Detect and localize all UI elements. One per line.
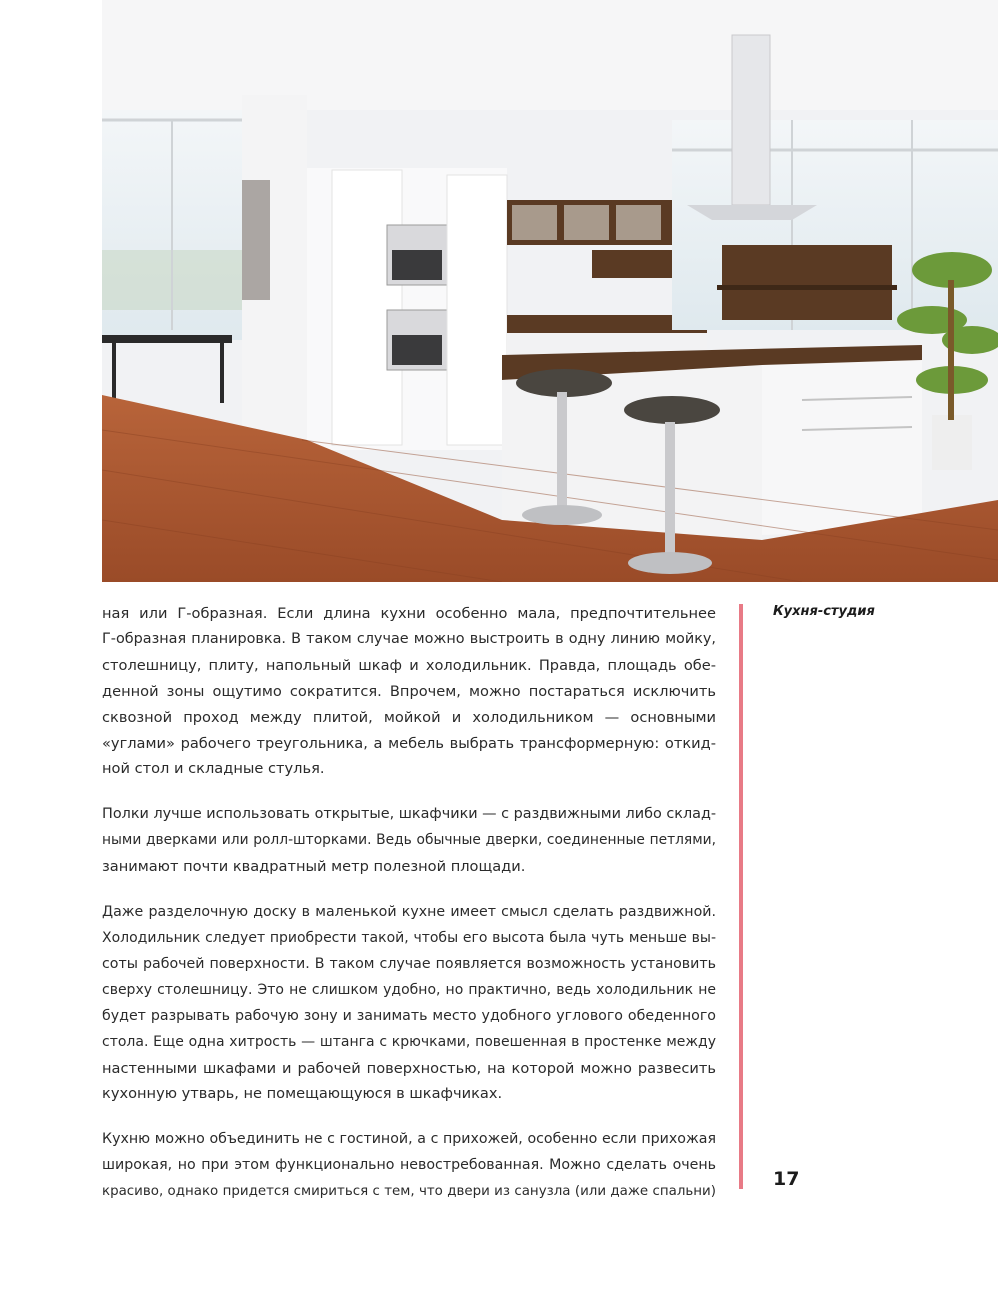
text-line: сверху столешницу. Это не слишком удобно, но практично, ведь холодильник не: [102, 981, 716, 998]
kitchen-photo: [102, 0, 998, 582]
text-line: Г-образная планировка. В таком случае можно выстроить в одну линию мойку,: [102, 630, 716, 647]
text-line: Холодильник следует приобрести такой, чтобы его высота была чуть меньше вы-: [102, 929, 716, 946]
paragraph-2: [102, 802, 716, 880]
text-line: Полки лучше использовать открытые, шкафчики — с раздвижными либо склад-: [102, 806, 717, 823]
page-number: 17: [773, 1168, 800, 1190]
text-line: Кухню можно объединить не с гостиной, а с прихожей, особенно если прихожая: [102, 1131, 716, 1148]
text-line: ными дверками или ролл-шторками. Ведь обычные дверки, соединенные петлями,: [102, 832, 716, 849]
text-line: стола. Еще одна хитрость — штанга с крючками, повешенная в простенке между: [102, 1033, 716, 1050]
text-line: соты рабочей поверхности. В таком случае появляется возможность установить: [102, 955, 716, 972]
text-line: «углами» рабочего треугольника, а мебель выбрать трансформерную: откид-: [102, 734, 716, 752]
text-line: столешницу, плиту, напольный шкаф и холодильник. Правда, площадь обе-: [102, 656, 716, 674]
text-line: кухонную утварь, не помещающуюся в шкафчиках.: [102, 1085, 503, 1103]
text-line: широкая, но при этом функционально невостребованная. Можно сделать очень: [102, 1157, 716, 1174]
text-line: денной зоны ощутимо сократится. Впрочем, можно постараться исключить: [102, 682, 716, 700]
text-line: занимают почти квадратный метр полезной площади.: [102, 858, 526, 876]
paragraph-3: [102, 900, 716, 1107]
text-line: Даже разделочную доску в маленькой кухне имеет смысл сделать раздвижной.: [102, 904, 716, 921]
text-line: ной стол и складные стулья.: [102, 760, 325, 778]
text-line: будет разрывать рабочую зону и занимать место удобного углового обеденного: [102, 1007, 716, 1024]
text-line: сквозной проход между плитой, мойкой и холодильником — основными: [102, 708, 716, 726]
text-line: настенными шкафами и рабочей поверхностью, на которой можно развесить: [102, 1059, 716, 1077]
section-caption: Кухня-студия: [773, 604, 875, 619]
body-text: [102, 601, 716, 1225]
text-line: ная или Г-образная. Если длина кухни особенно мала, предпочтительнее: [102, 605, 716, 622]
paragraph-4: [102, 1127, 716, 1205]
margin-rule: [739, 604, 743, 1189]
text-line: красиво, однако придется смириться с тем, что двери из санузла (или даже спальни): [102, 1184, 716, 1200]
paragraph-1: [102, 601, 716, 782]
